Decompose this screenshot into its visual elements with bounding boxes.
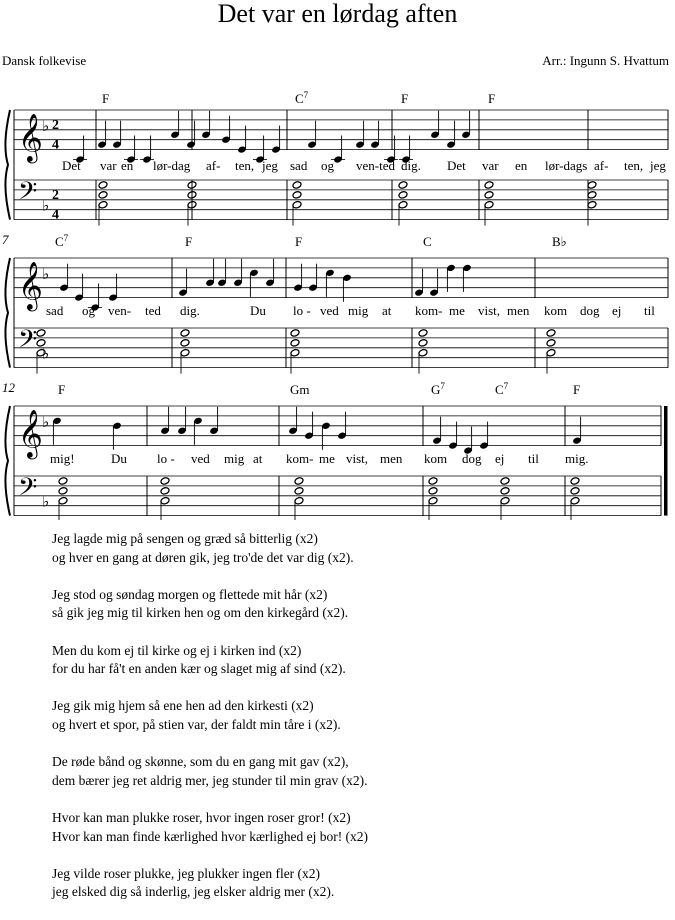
stanza-line: Jeg lagde mig på sengen og græd så bitterlig (x2)	[52, 531, 318, 546]
chord-symbol: F	[295, 234, 303, 249]
lyric-syllable: me	[319, 451, 335, 466]
stanza	[52, 753, 368, 790]
lyric-syllable: at	[253, 451, 263, 466]
lyric-syllable: ven-ted	[356, 158, 395, 173]
lyric-syllable: kom	[544, 303, 568, 318]
lyric-syllable: Du	[250, 303, 266, 318]
bass-note-head	[418, 348, 428, 357]
bass-note-head	[587, 200, 597, 209]
stanza-line: og hver en gang at døren gik, jeg tro'de det var dig (x2).	[52, 549, 354, 565]
bass-note-head	[294, 487, 304, 496]
stanza-line: jeg elsked dig så inderlig, jeg elsker aldrig mer (x2).	[52, 884, 335, 900]
lyric-syllable: en	[515, 158, 528, 173]
stanza-line: og hvert et spor, på stien var, der faldt min tåre i (x2).	[52, 716, 341, 732]
bass-note-head	[290, 348, 300, 357]
treble-clef: 𝄞	[18, 260, 43, 310]
lyric-syllable: og	[321, 158, 334, 173]
bass-note-head	[398, 200, 408, 209]
lyric-syllable: ved	[191, 451, 210, 466]
bass-note-head	[570, 487, 580, 496]
key-flat: ♭	[42, 266, 50, 283]
bass-note-head	[484, 181, 494, 190]
stanza-line: Men du kom ej til kirke og ej i kirken ind (x2)	[52, 642, 302, 658]
chord-symbol: C	[423, 234, 432, 249]
key-flat: ♭	[42, 198, 50, 215]
lyric-syllable: ten,	[624, 158, 644, 173]
chord-symbol: $C^7$	[495, 381, 509, 397]
bass-note-head	[546, 348, 556, 357]
lyric-syllable: ej	[495, 451, 505, 466]
bass-note-head	[98, 200, 108, 209]
chord-symbol: F	[573, 382, 581, 397]
bass-note-head	[290, 329, 300, 338]
stanza	[52, 865, 368, 902]
chord-symbol: F	[488, 91, 496, 106]
lyrics-stanzas	[52, 530, 368, 920]
lyric-syllable: jeg	[650, 158, 666, 173]
stanza-line: dem bærer jeg ret aldrig mer, jeg stunder til min grav (x2).	[52, 772, 368, 788]
bass-note-head	[58, 487, 68, 496]
bass-clef: 𝄢	[18, 176, 38, 212]
lyric-syllable: var	[100, 158, 117, 173]
lyric-syllable: af-	[594, 158, 609, 173]
lyric-syllable: lør-dag	[153, 158, 191, 173]
bass-note-head	[418, 339, 428, 348]
bass-note-head	[294, 477, 304, 486]
bass-note-head	[58, 477, 68, 486]
bass-note-head	[500, 487, 510, 496]
time-signature: 4	[52, 207, 59, 223]
bass-note-head	[546, 339, 556, 348]
lyric-syllable: ej	[612, 303, 622, 318]
stanza-line: Jeg stod og søndag morgen og flettede mit hår (x2)	[52, 586, 328, 602]
measure-number: 12	[2, 380, 15, 395]
brace	[5, 258, 10, 368]
lyric-syllable: til	[644, 303, 655, 318]
lyric-syllable: en	[121, 158, 134, 173]
bass-note-head	[160, 487, 170, 496]
lyric-syllable: Det	[62, 158, 81, 173]
chord-symbol: F	[58, 382, 66, 397]
song-title: Det var en lørdag aften	[217, 0, 458, 28]
lyric-syllable: dig.	[180, 303, 200, 318]
lyric-syllable: mig!	[50, 451, 75, 466]
bass-note-head	[418, 329, 428, 338]
key-flat: ♭	[42, 494, 50, 511]
bass-note-head	[180, 329, 190, 338]
stanza-line: Hvor kan man finde kærlighed hvor kærlighed ej bor! (x2)	[52, 828, 369, 844]
lyric-syllable: lør-dags	[545, 158, 588, 173]
key-flat: ♭	[42, 118, 50, 135]
bass-note-head	[292, 200, 302, 209]
lyric-syllable: kom	[424, 451, 448, 466]
stanza	[52, 530, 368, 567]
bass-note-head	[160, 496, 170, 505]
arranger-label: Arr.: Ingunn S. Hvattum	[542, 53, 669, 68]
lyric-syllable: sad	[290, 158, 308, 173]
stanza-line: Hvor kan man plukke roser, hvor ingen roser gror! (x2)	[52, 809, 351, 825]
lyric-syllable: var	[482, 158, 499, 173]
bass-note-head	[484, 191, 494, 200]
lyric-syllable: men	[507, 303, 530, 318]
bass-note-head	[36, 329, 46, 338]
lyric-syllable: ted	[145, 303, 161, 318]
lyric-syllable: ven-	[108, 303, 132, 318]
bass-note-head	[180, 348, 190, 357]
chord-symbol: F	[185, 234, 193, 249]
treble-clef: 𝄞	[18, 112, 43, 162]
bass-note-head	[570, 496, 580, 505]
stanza-line: for du har få't en anden kær og slaget mig af sind (x2).	[52, 661, 346, 677]
lyric-syllable: ten,	[235, 158, 255, 173]
chord-symbol: F	[102, 91, 110, 106]
bass-note-head	[428, 496, 438, 505]
lyric-syllable: dog	[580, 303, 600, 318]
lyric-syllable: mig.	[565, 451, 589, 466]
lyric-syllable: mig	[224, 451, 245, 466]
bass-note-head	[484, 200, 494, 209]
bass-note-head	[180, 339, 190, 348]
bass-note-head	[292, 181, 302, 190]
stanza-line: De røde bånd og skønne, som du en gang mit gav (x2),	[52, 754, 349, 770]
chord-symbol: $C^7$	[295, 90, 309, 106]
bass-note-head	[500, 477, 510, 486]
bass-note-head	[428, 477, 438, 486]
key-flat: ♭	[42, 414, 50, 431]
chord-symbol: B♭	[552, 234, 567, 249]
lyric-syllable: Du	[111, 451, 127, 466]
bass-note-head	[160, 477, 170, 486]
lyric-syllable: jeg	[262, 158, 278, 173]
lyric-syllable: kom-	[286, 451, 314, 466]
lyric-syllable: ved	[320, 303, 339, 318]
bass-note-head	[587, 191, 597, 200]
chord-symbol: F	[401, 91, 409, 106]
measure-number: 7	[2, 232, 9, 247]
lyric-syllable: at	[382, 303, 392, 318]
lyric-syllable: vist,	[478, 303, 501, 318]
lyric-syllable: kom-	[415, 303, 443, 318]
lyric-syllable: og	[82, 303, 95, 318]
stanza-line: så gik jeg mig til kirken hen og om den kirkegård (x2).	[52, 605, 349, 621]
time-signature: 2	[52, 117, 59, 133]
lyric-syllable: me	[449, 303, 465, 318]
chord-symbol: $G^7$	[431, 381, 445, 397]
bass-clef: 𝄢	[18, 324, 38, 360]
final-barline	[664, 406, 668, 516]
bass-note-head	[398, 181, 408, 190]
stanza	[52, 809, 368, 846]
lyric-syllable: Det	[447, 158, 466, 173]
key-flat: ♭	[42, 346, 50, 363]
time-signature: 2	[52, 187, 59, 203]
bass-note-head	[58, 496, 68, 505]
time-signature: 4	[52, 137, 59, 153]
lyric-syllable: lo -	[293, 303, 311, 318]
bass-note-head	[292, 191, 302, 200]
bass-note-head	[570, 477, 580, 486]
bass-note-head	[500, 496, 510, 505]
lyric-syllable: men	[380, 451, 403, 466]
bass-note-head	[98, 181, 108, 190]
bass-note-head	[546, 329, 556, 338]
lyric-syllable: sad	[46, 303, 64, 318]
stanza	[52, 586, 368, 623]
stanza	[52, 642, 368, 679]
lyric-syllable: til	[528, 451, 539, 466]
lyric-syllable: dog	[462, 451, 482, 466]
bass-note-head	[587, 181, 597, 190]
lyric-syllable: vist,	[346, 451, 369, 466]
lyric-syllable: mig	[348, 303, 369, 318]
bass-note-head	[294, 496, 304, 505]
stanza-line: Jeg vilde roser plukke, jeg plukker ingen fler (x2)	[52, 865, 321, 881]
bass-note-head	[428, 487, 438, 496]
brace	[5, 406, 10, 516]
lyric-syllable: dig.	[401, 158, 421, 173]
bass-note-head	[398, 191, 408, 200]
lyric-syllable: af-	[206, 158, 221, 173]
chord-symbol: Gm	[290, 382, 310, 397]
chord-symbol: $C^7$	[55, 233, 69, 249]
bass-note-head	[98, 191, 108, 200]
treble-clef: 𝄞	[18, 408, 43, 458]
stanza-line: Jeg gik mig hjem så ene hen ad den kirkesti (x2)	[52, 698, 314, 714]
bass-clef: 𝄢	[18, 472, 38, 508]
brace	[5, 110, 10, 220]
lyric-syllable: lo -	[157, 451, 175, 466]
bass-note-head	[290, 339, 300, 348]
genre-label: Dansk folkevise	[2, 53, 87, 68]
stanza	[52, 697, 368, 734]
